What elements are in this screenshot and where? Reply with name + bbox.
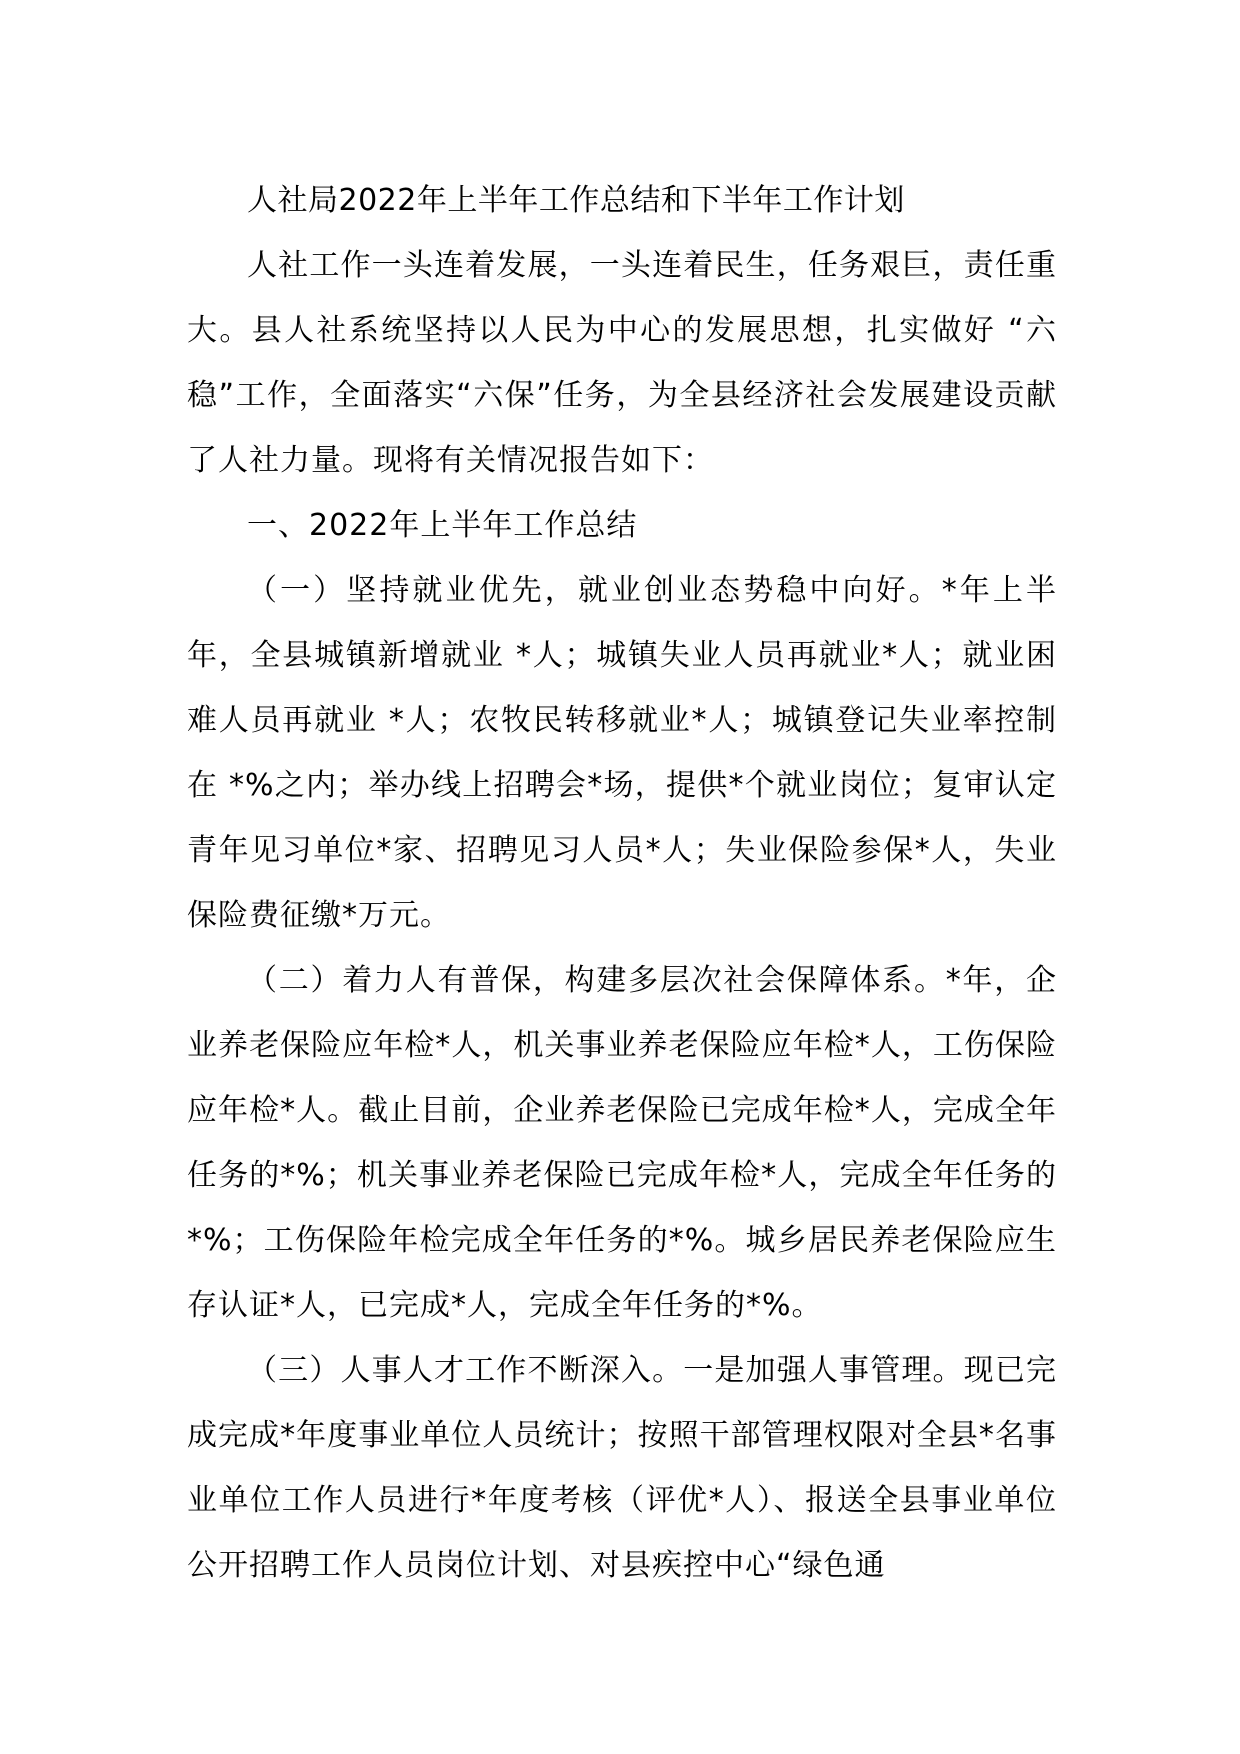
document-body [187,168,1057,1598]
document-title: 人社局2022年上半年工作总结和下半年工作计划 [247,183,905,218]
personnel-paragraph: （三）人事人才工作不断深入。一是加强人事管理。现已完成完成*年度事业单位人员统计；按照干部管理权限对全县*名事业单位工作人员进行*年度考核（评优*人）、报送全县事业单位公开招聘工作人员岗位计划、对县疾控中心“绿色通 [187,1353,1057,1583]
employment-paragraph: （一）坚持就业优先，就业创业态势稳中向好。*年上半年，全县城镇新增就业 *人；城镇失业人员再就业*人；就业困难人员再就业 *人；农牧民转移就业*人；城镇登记失业率控制在 *%之内；举办线上招聘会*场，提供*个就业岗位；复审认定青年见习单位*家、招聘见习人员*人；失业保险参保*人，失业保险费征缴*万元。 [187,573,1057,933]
section-heading: 一、2022年上半年工作总结 [247,508,638,543]
intro-paragraph: 人社工作一头连着发展，一头连着民生，任务艰巨，责任重大。县人社系统坚持以人民为中心的发展思想，扎实做好 “六稳”工作，全面落实“六保”任务，为全县经济社会发展建设贡献了人社力量。现将有关情况报告如下： [187,248,1057,478]
social-security-paragraph: （二）着力人有普保，构建多层次社会保障体系。*年，企业养老保险应年检*人，机关事业养老保险应年检*人，工伤保险应年检*人。截止目前，企业养老保险已完成年检*人，完成全年任务的*%；机关事业养老保险已完成年检*人，完成全年任务的*%；工伤保险年检完成全年任务的*%。城乡居民养老保险应生存认证*人，已完成*人，完成全年任务的*%。 [187,963,1057,1323]
